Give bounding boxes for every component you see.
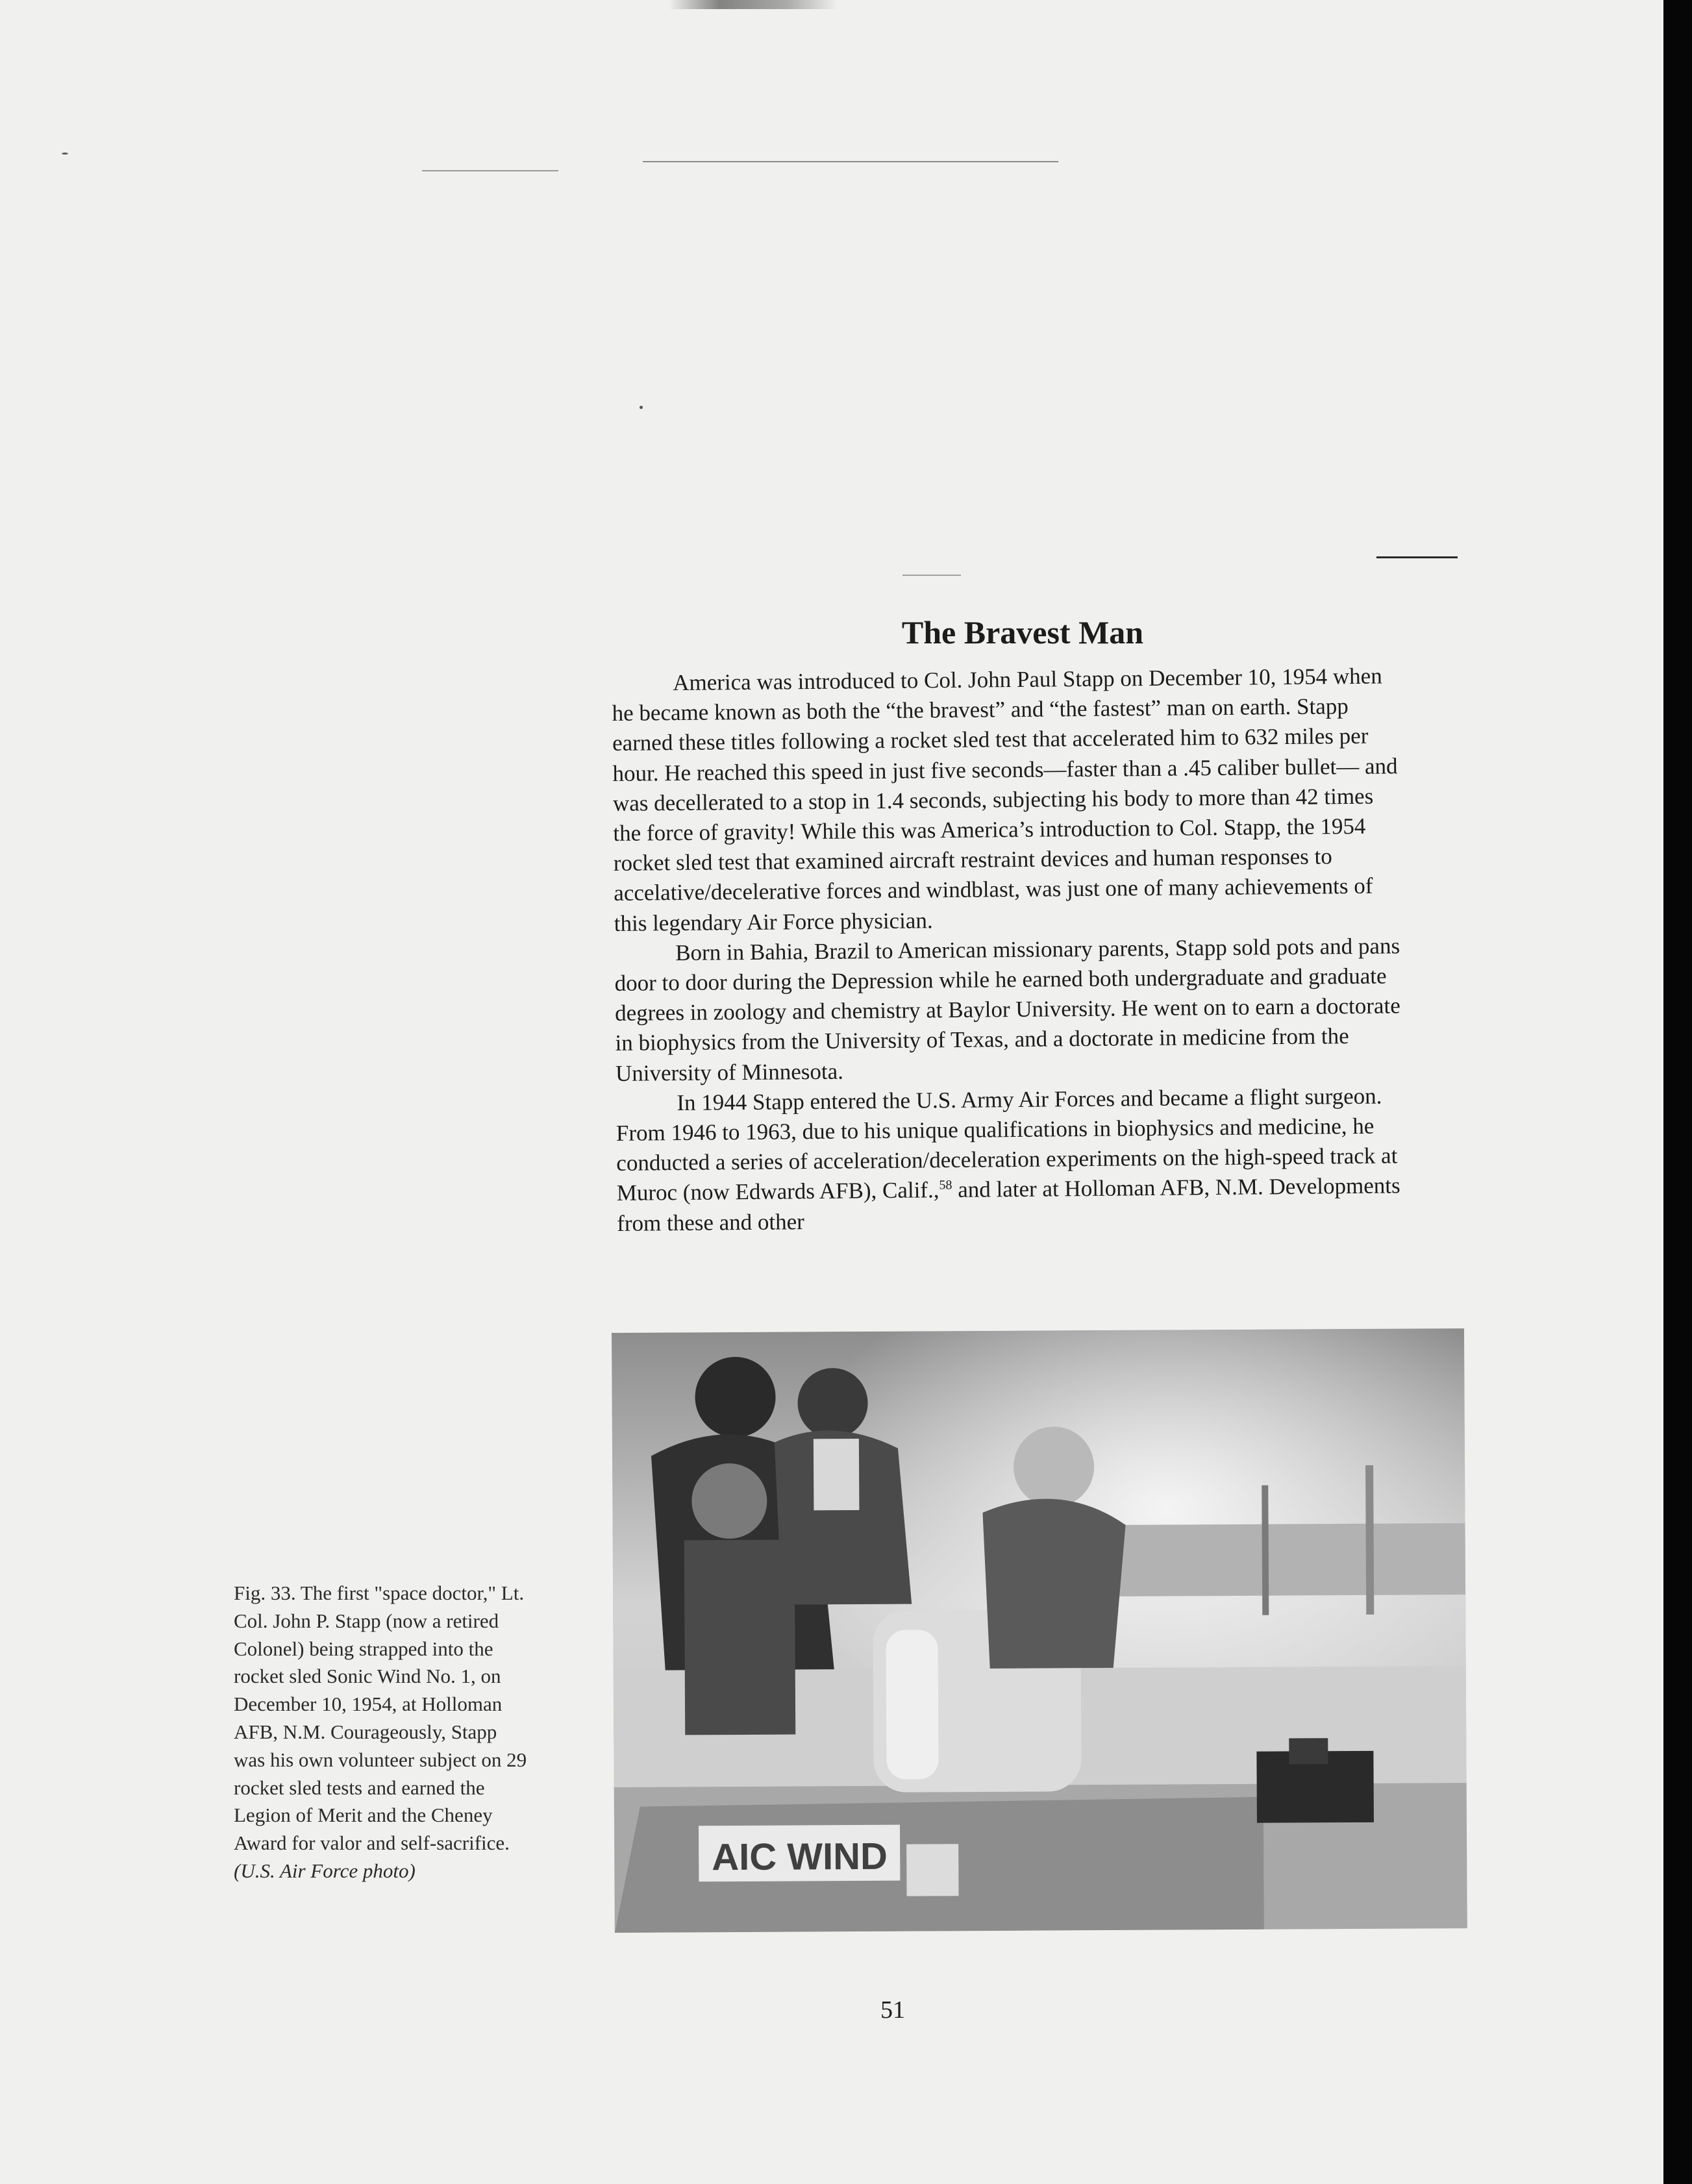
paragraph: Born in Bahia, Brazil to American missionary parents, Stapp sold pots and pans door to door during the Depression while he earned both undergraduate and graduate degrees in zoology and chemistry at Baylor University. He went on to earn a doctorate in biophysics from the University of Texas, and a doctorate in medicine from the University of Minnesota. xyxy=(614,933,1400,1086)
scan-artifact-line xyxy=(643,161,1058,162)
article-body xyxy=(612,661,1402,1238)
paragraph xyxy=(616,1081,1402,1239)
page-number: 51 xyxy=(880,1996,905,2024)
footnote-marker: 58 xyxy=(939,1178,952,1193)
photo-credit: (U.S. Air Force photo) xyxy=(234,1859,416,1882)
scan-artifact-line xyxy=(902,575,961,576)
paragraph-continuation: and later at Holloman AFB, N.M. Developments from these and other xyxy=(617,1173,1400,1236)
sled-lettering: AIC WIND xyxy=(712,1835,888,1879)
scan-artifact-line xyxy=(1376,556,1458,558)
paragraph: America was introduced to Col. John Paul Stapp on December 10, 1954 when he became known as both the “the bravest” and “the fastest” man on earth. Stapp earned these titles following a rocket sled test that accelerated him to 632 miles per hour. He reached this speed in just five seconds—faster than a .45 caliber bullet— and was decellerated to a stop in 1.4 seconds, subjecting his body to more than 42 times the force of gravity! While this was America’s introduction to Col. Stapp, the 1954 rocket sled test that examined aircraft restraint devices and human responses to accelative/decelerative forces and windblast, was just one of many achievements of this legendary Air Force physician. xyxy=(612,663,1398,936)
figure-caption xyxy=(234,1580,532,1885)
photo-illustration xyxy=(612,1328,1467,1933)
scan-artifact-dot xyxy=(62,153,68,155)
caption-text: Fig. 33. The first "space doctor," Lt. Col. John P. Stapp (now a retired Colonel) being strapped into the rocket sled Sonic Wind No. 1, on December 10, 1954, at Holloman AFB, N.M. Courageously, Stapp was his own volunteer subject on 29 rocket sled tests and earned the Legion of Merit and the Cheney Award for valor and self-sacrifice. xyxy=(234,1582,527,1855)
scan-artifact-dot xyxy=(640,406,643,409)
article-title: The Bravest Man xyxy=(901,614,1144,651)
scan-smudge xyxy=(669,0,838,9)
scan-border-right xyxy=(1663,0,1692,2184)
paragraph-text: In 1944 Stapp entered the U.S. Army Air Forces and became a flight surgeon. From 1946 to 1963, due to his unique qualifications in biophysics and medicine, he conducted a series of acceleration/deceleration experiments on the high-speed track at Muroc (now Edwards AFB), Calif., xyxy=(616,1083,1398,1206)
scan-artifact-line xyxy=(422,170,558,171)
photograph-rocket-sled xyxy=(612,1328,1467,1933)
